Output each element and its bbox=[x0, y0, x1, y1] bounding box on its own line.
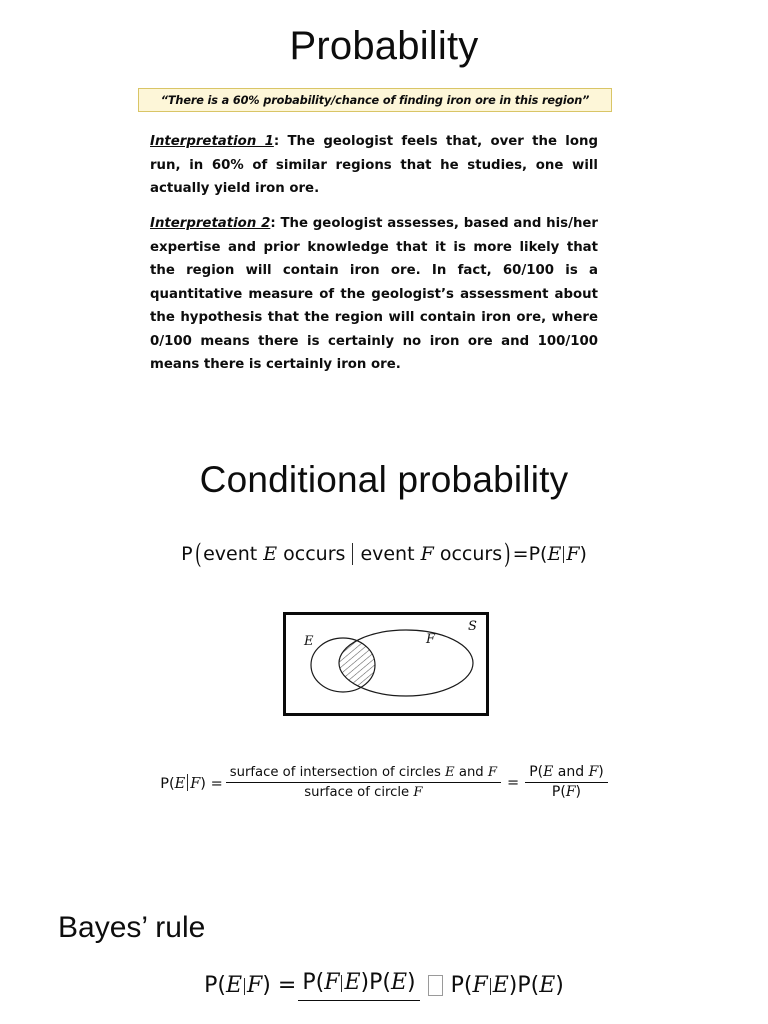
ratio-formula-lhs bbox=[160, 774, 226, 792]
interpretation-1-paragraph bbox=[150, 130, 598, 201]
bayes-num-var-e: E bbox=[344, 970, 361, 995]
ratio-denominator-2 bbox=[525, 782, 608, 801]
bayes-rhs-var-e2: E bbox=[539, 973, 556, 998]
bayes-rhs-p: P( bbox=[450, 973, 473, 998]
ratio-lhs-equals: = bbox=[210, 775, 223, 792]
conditional-probability-ratio-formula bbox=[0, 764, 768, 801]
bayes-equals: = bbox=[277, 973, 297, 998]
conditional-probability-definition-formula bbox=[0, 540, 768, 568]
bayes-fraction bbox=[298, 968, 419, 1003]
ratio-den2-p: P( bbox=[551, 784, 566, 800]
ratio-lhs-p: P( bbox=[160, 775, 175, 792]
interpretation-1-label: Interpretation 1 bbox=[150, 134, 274, 149]
bayes-lhs-close: ) bbox=[262, 973, 271, 998]
ratio-lhs-var-f: F bbox=[190, 775, 201, 792]
ratio-fraction-1 bbox=[226, 764, 501, 801]
formula-result-var-f: F bbox=[566, 543, 580, 565]
venn-diagram bbox=[283, 612, 489, 716]
bayes-rhs-var-f: F bbox=[472, 973, 488, 998]
bayes-num-close: ) bbox=[407, 970, 416, 995]
bayes-num-var-f: F bbox=[324, 970, 340, 995]
formula-result-close-paren: ) bbox=[579, 543, 587, 565]
venn-diagram-svg bbox=[286, 615, 486, 713]
ratio-formula-equals: = bbox=[507, 774, 520, 791]
ratio-den2-var-f: F bbox=[565, 784, 576, 800]
bayes-rule-formula bbox=[0, 968, 768, 1003]
ratio-num-var-e: E bbox=[445, 765, 455, 780]
ratio-fraction-2 bbox=[525, 764, 608, 801]
formula-equals: = bbox=[512, 543, 529, 565]
venn-label-s: S bbox=[468, 619, 477, 634]
formula-occurs-2: occurs bbox=[433, 543, 503, 565]
interpretation-2-paragraph bbox=[150, 212, 598, 377]
page-title-conditional-probability: Conditional probability bbox=[199, 459, 569, 500]
bayes-lhs-var-f: F bbox=[247, 973, 263, 998]
bayes-denominator bbox=[298, 1000, 419, 1003]
ratio-lhs-given-bar bbox=[187, 774, 188, 791]
formula-result-var-e: E bbox=[547, 543, 562, 565]
bayes-num-mid: )P( bbox=[360, 970, 391, 995]
bayes-lhs-var-e: E bbox=[225, 973, 243, 998]
ratio-num2-and: and bbox=[553, 764, 589, 780]
bayes-rhs-mid: )P( bbox=[508, 973, 540, 998]
ratio-num-text-2: and bbox=[454, 765, 488, 780]
bayes-rhs bbox=[451, 973, 564, 998]
formula-p-symbol: P bbox=[181, 543, 193, 565]
formula-left-paren: ( bbox=[194, 539, 202, 570]
ratio-lhs-var-e: E bbox=[174, 775, 186, 792]
bayes-num-p: P( bbox=[302, 970, 325, 995]
interpretation-2-text: The geologist assesses, based and his/her expertise and prior knowledge that it is more likely that the region will contain iron ore. In fact, 60/100 is a quantitative measure of the geologist’s assessment about the hypothesis that the region will contain iron ore, where 0/100 means there is certainly no iron ore and 100/100 means there is certainly iron ore. bbox=[150, 216, 598, 372]
bayes-lhs-p: P( bbox=[204, 973, 226, 998]
formula-given-bar bbox=[352, 543, 353, 565]
interpretation-1-colon: : bbox=[273, 134, 280, 149]
ratio-den-var-f: F bbox=[413, 785, 423, 800]
quote-banner-text: “There is a 60% probability/chance of finding iron ore in this region” bbox=[160, 93, 590, 107]
formula-var-e: E bbox=[263, 543, 278, 565]
bayes-lhs bbox=[204, 973, 298, 998]
quote-banner bbox=[138, 88, 612, 112]
ratio-lhs-close: ) bbox=[200, 775, 206, 792]
venn-label-f: F bbox=[426, 632, 436, 647]
bayes-rhs-var-e: E bbox=[492, 973, 509, 998]
venn-label-e: E bbox=[304, 634, 314, 649]
formula-var-f: F bbox=[420, 543, 434, 565]
bayes-num-given-bar bbox=[341, 975, 342, 992]
formula-right-paren: ) bbox=[504, 539, 511, 570]
ratio-numerator-1 bbox=[226, 764, 501, 782]
ratio-num-var-f: F bbox=[487, 765, 498, 780]
bayes-numerator bbox=[298, 968, 419, 1000]
bayes-rhs-close: ) bbox=[555, 973, 564, 998]
bayes-lhs-given-bar bbox=[244, 978, 245, 995]
page-title-bayes-rule: Bayes’ rule bbox=[58, 911, 206, 944]
ratio-den-text-1: surface of circle bbox=[304, 785, 414, 800]
ratio-num2-p: P( bbox=[529, 764, 544, 780]
formula-occurs-1: occurs bbox=[277, 543, 346, 565]
formula-result-given-bar bbox=[563, 546, 564, 563]
ratio-num-text-1: surface of intersection of circles bbox=[229, 765, 446, 780]
page-title-probability: Probability bbox=[289, 24, 479, 68]
ratio-denominator-1 bbox=[226, 782, 501, 801]
ratio-num2-var-f: F bbox=[588, 764, 599, 780]
interpretation-1-text: The geologist feels that, over the long run, in 60% of similar regions that he studies, one will actually yield iron ore. bbox=[150, 134, 598, 196]
bayes-num-var-e2: E bbox=[390, 970, 408, 995]
bayes-rhs-given-bar bbox=[490, 978, 491, 995]
interpretation-2-label: Interpretation 2 bbox=[150, 216, 271, 231]
proportional-missing-glyph-icon bbox=[428, 975, 443, 996]
ratio-num2-var-e: E bbox=[543, 764, 554, 780]
formula-event-e-text: event bbox=[203, 543, 264, 565]
ratio-num2-close: ) bbox=[598, 764, 604, 780]
ratio-numerator-2 bbox=[525, 764, 608, 782]
formula-result-p: P( bbox=[528, 543, 548, 565]
formula-event-f-text: event bbox=[360, 543, 421, 565]
ratio-den2-close: ) bbox=[575, 784, 582, 800]
interpretation-2-colon: : bbox=[270, 216, 276, 231]
